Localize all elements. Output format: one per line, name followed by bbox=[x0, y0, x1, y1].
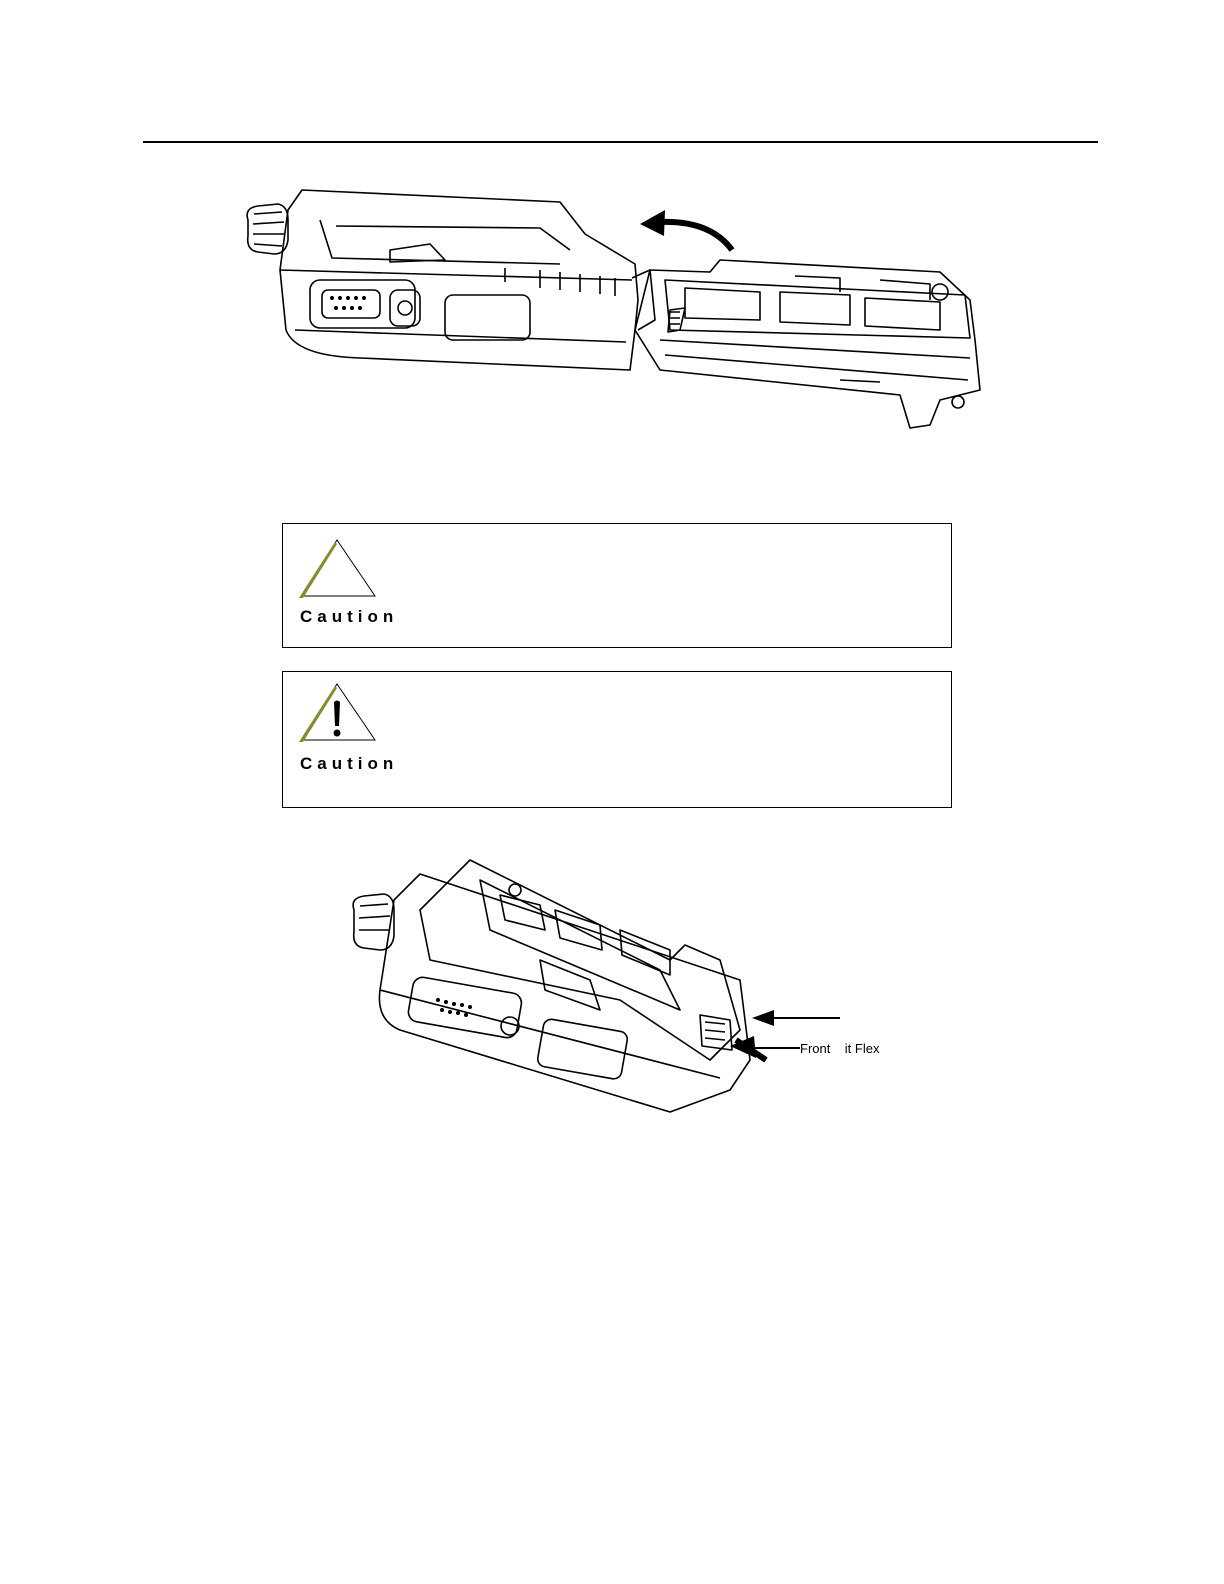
front-kit-flex-callout: Front it Flex bbox=[800, 1041, 880, 1056]
exclamation-triangle-icon bbox=[299, 682, 377, 744]
caution-box-2 bbox=[282, 671, 952, 808]
header-rule bbox=[143, 141, 1098, 143]
radio-open-illustration bbox=[240, 180, 1000, 440]
chassis-flex-illustration bbox=[340, 850, 900, 1130]
warning-triangle-icon bbox=[299, 538, 377, 600]
caution-label: Caution bbox=[300, 607, 399, 626]
caution-label: Caution bbox=[300, 754, 399, 773]
caution-box-1 bbox=[282, 523, 952, 648]
